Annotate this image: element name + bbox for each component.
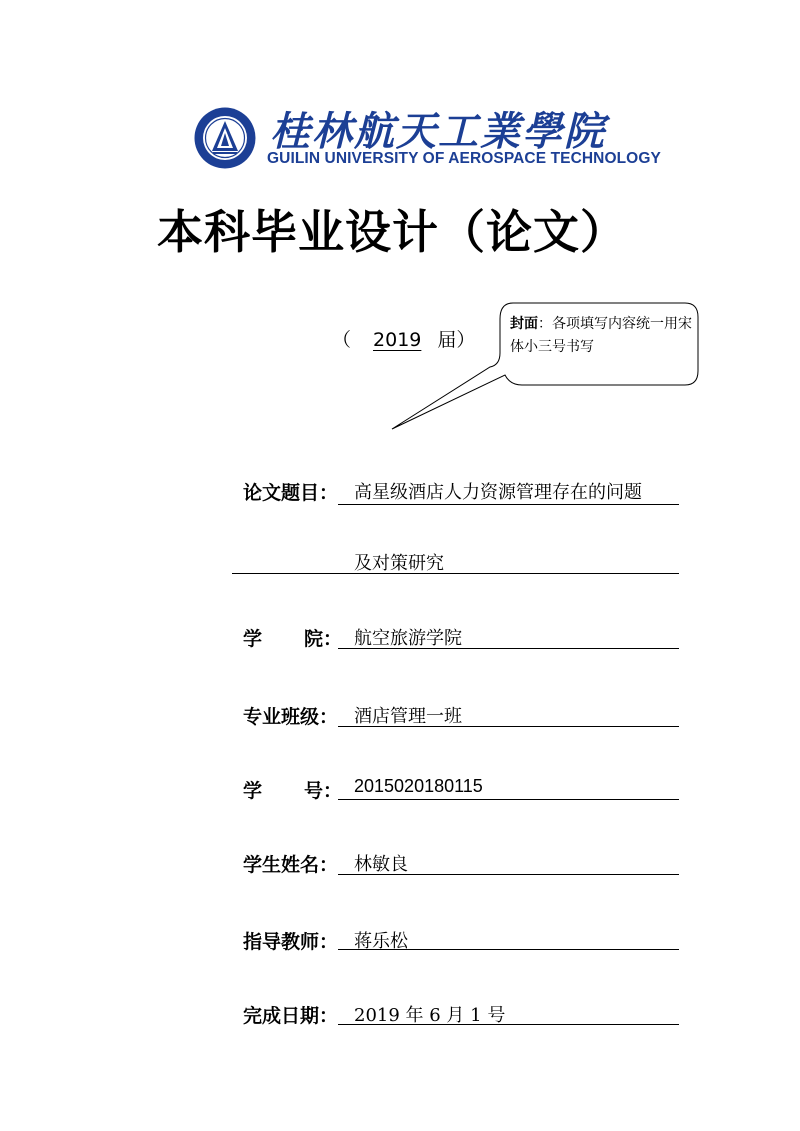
advisor-label: 指导教师： (243, 931, 339, 953)
student-id-label-char1: 学 (243, 780, 263, 802)
university-name-english: GUILIN UNIVERSITY OF AEROSPACE TECHNOLOGY (267, 150, 661, 167)
student-name-label: 学生姓名： (243, 854, 339, 876)
class-label: 专业班级： (243, 706, 339, 728)
university-name-chinese: 桂林航天工業學院 (270, 108, 606, 155)
college-label (243, 624, 342, 651)
year-open-paren: （ (332, 329, 352, 351)
thesis-title-value-line2: 及对策研究 (232, 549, 679, 574)
college-label-char2: 院： (304, 628, 343, 650)
student-name-value: 林敏良 (338, 850, 679, 875)
student-id-label (243, 776, 342, 803)
callout-label: 封面 (510, 316, 538, 332)
callout-body: ：各项填写内容统一用宋体小三号书写 (510, 316, 692, 355)
completion-date-value: 2019 年 6 月 1 号 (338, 1001, 679, 1025)
annotation-callout-text (510, 313, 700, 359)
class-value: 酒店管理一班 (338, 702, 679, 727)
year-suffix: 届） (437, 329, 476, 351)
year-value: 2019 (373, 329, 422, 351)
college-label-char1: 学 (243, 628, 263, 650)
thesis-title-label: 论文题目： (243, 482, 339, 504)
document-title: 本科毕业设计（论文） (157, 205, 627, 259)
university-seal-logo (193, 106, 257, 170)
student-id-value: 2015020180115 (338, 776, 679, 800)
advisor-value: 蒋乐松 (338, 927, 679, 950)
college-value: 航空旅游学院 (338, 624, 679, 649)
student-id-label-char2: 号： (304, 780, 343, 802)
thesis-title-value-line1: 高星级酒店人力资源管理存在的问题 (338, 478, 679, 505)
completion-date-label: 完成日期： (243, 1005, 339, 1027)
